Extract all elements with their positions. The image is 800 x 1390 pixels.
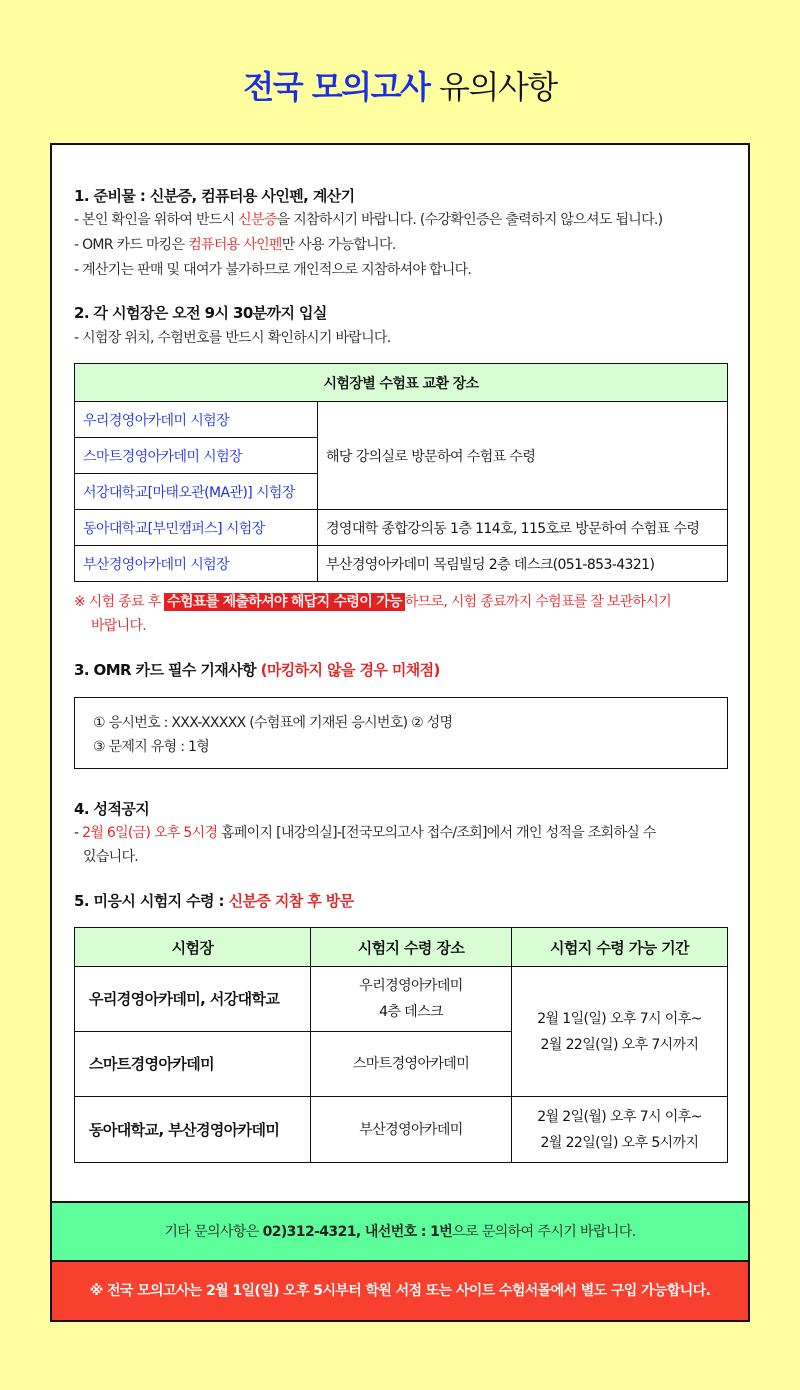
place-cell: 스마트경영아카데미	[311, 1032, 512, 1097]
table-row	[75, 967, 728, 1032]
section-4-line-2: 있습니다.	[83, 849, 139, 865]
text: 하므로, 시험 종료까지 수험표를 잘 보관하시기	[404, 594, 672, 610]
place-line: 4층 데스크	[379, 1004, 443, 1020]
table-row	[75, 402, 728, 438]
title-rest: 유의사항	[439, 68, 557, 106]
highlight-text: 신분증	[238, 212, 277, 228]
period-line: 2월 1일(일) 오후 7시 이후~	[537, 1010, 702, 1027]
site-cell: 스마트경영아카데미 시험장	[75, 438, 318, 474]
period-line: 2월 22일(일) 오후 5시까지	[540, 1134, 699, 1151]
text: 만 사용 가능합니다.	[281, 237, 396, 253]
omr-line-2: ③ 문제지 유형 : 1형	[93, 739, 210, 755]
header-site: 시험장	[75, 928, 311, 967]
header-place: 시험지 수령 장소	[311, 928, 512, 967]
place-cell-merged: 해당 강의실로 방문하여 수험표 수령	[318, 402, 728, 510]
notice-card	[50, 143, 750, 1322]
place-cell: 부산경영아카데미 목림빌딩 2층 데스크(051-853-4321)	[318, 546, 728, 582]
text: - 본인 확인을 위하여 반드시	[74, 212, 239, 228]
text: 5. 미응시 시험지 수령 :	[74, 892, 229, 910]
unattended-exam-table	[74, 927, 728, 1163]
highlight-text: 컴퓨터용 사인펜	[188, 237, 282, 253]
section-4-title: 4. 성적공지	[74, 800, 150, 818]
section-2-note-line-2: 바랍니다.	[91, 618, 147, 634]
text: 3. OMR 카드 필수 기재사항	[74, 661, 261, 679]
text: ※ 시험 종료 후	[74, 594, 165, 610]
table-row	[75, 546, 728, 582]
site-cell: 우리경영아카데미 시험장	[75, 402, 318, 438]
omr-line-1: ① 응시번호 : XXX-XXXXX (수험표에 기재된 응시번호) ② 성명	[93, 715, 453, 731]
section-2-line-1: - 시험장 위치, 수험번호를 반드시 확인하시기 바랍니다.	[74, 330, 391, 346]
text: 을 지참하시기 바랍니다. (수강확인증은 출력하지 않으셔도 됩니다.)	[276, 212, 663, 228]
period-line: 2월 2일(월) 오후 7시 이후~	[537, 1108, 702, 1125]
text: 기타 문의사항은	[164, 1224, 263, 1240]
section-1-title: 1. 준비물 : 신분증, 컴퓨터용 사인펜, 계산기	[74, 187, 355, 205]
header-period: 시험지 수령 가능 기간	[512, 928, 728, 967]
page-title	[0, 62, 800, 108]
section-2-title: 2. 각 시험장은 오전 9시 30분까지 입실	[74, 304, 327, 322]
table-header-row	[75, 364, 728, 402]
exam-exchange-table	[74, 363, 728, 582]
place-cell: 경영대학 종합강의동 1층 114호, 115호로 방문하여 수험표 수령	[318, 510, 728, 546]
section-4-line-1	[74, 822, 656, 842]
text: - OMR 카드 마킹은	[74, 237, 189, 253]
section-3-title	[74, 659, 440, 680]
period-cell-merged	[512, 967, 728, 1097]
contact-number: 02)312-4321, 내선번호 : 1번	[262, 1224, 453, 1240]
text: -	[74, 825, 83, 841]
site-cell: 스마트경영아카데미	[75, 1032, 311, 1097]
period-cell	[512, 1097, 728, 1163]
text: 홈페이지 [내강의실]-[전국모의고사 접수/조회]에서 개인 성적을 조회하실 수	[217, 825, 656, 841]
section-1-line-1	[74, 209, 662, 229]
place-line: 우리경영아카데미	[359, 978, 463, 994]
place-cell	[311, 967, 512, 1032]
period-line: 2월 22일(일) 오후 7시까지	[540, 1036, 699, 1053]
site-cell: 부산경영아카데미 시험장	[75, 546, 318, 582]
title-highlight: 전국 모의고사	[243, 68, 430, 106]
omr-requirements-box	[74, 697, 728, 769]
site-cell: 서강대학교[마태오관(MA관)] 시험장	[75, 474, 318, 510]
table-header: 시험장별 수험표 교환 장소	[75, 364, 728, 402]
place-cell: 부산경영아카데미	[311, 1097, 512, 1163]
highlight-badge: 수험표를 제출하셔야 해답지 수령이 가능	[164, 593, 405, 611]
highlight-text: 신분증 지참 후 방문	[228, 892, 354, 910]
site-cell: 동아대학교, 부산경영아카데미	[75, 1097, 311, 1163]
table-row	[75, 510, 728, 546]
table-header-row	[75, 928, 728, 967]
site-cell: 우리경영아카데미, 서강대학교	[75, 967, 311, 1032]
site-cell: 동아대학교[부민캠퍼스] 시험장	[75, 510, 318, 546]
section-2-note-line-1	[74, 591, 671, 611]
highlight-text: (마킹하지 않을 경우 미채점)	[260, 661, 440, 679]
section-1-line-2	[74, 234, 396, 254]
purchase-banner: ※ 전국 모의고사는 2월 1일(일) 오후 5시부터 학원 서점 또는 사이트 수험서몰에서 별도 구입 가능합니다.	[50, 1260, 750, 1322]
section-1-line-3: - 계산기는 판매 및 대여가 불가하므로 개인적으로 지참하셔야 합니다.	[74, 262, 472, 278]
table-row	[75, 1097, 728, 1163]
text: 으로 문의하여 주시기 바랍니다.	[452, 1224, 636, 1240]
contact-banner	[50, 1201, 750, 1261]
highlight-text: 2월 6일(금) 오후 5시경	[82, 825, 218, 841]
section-5-title	[74, 890, 354, 911]
